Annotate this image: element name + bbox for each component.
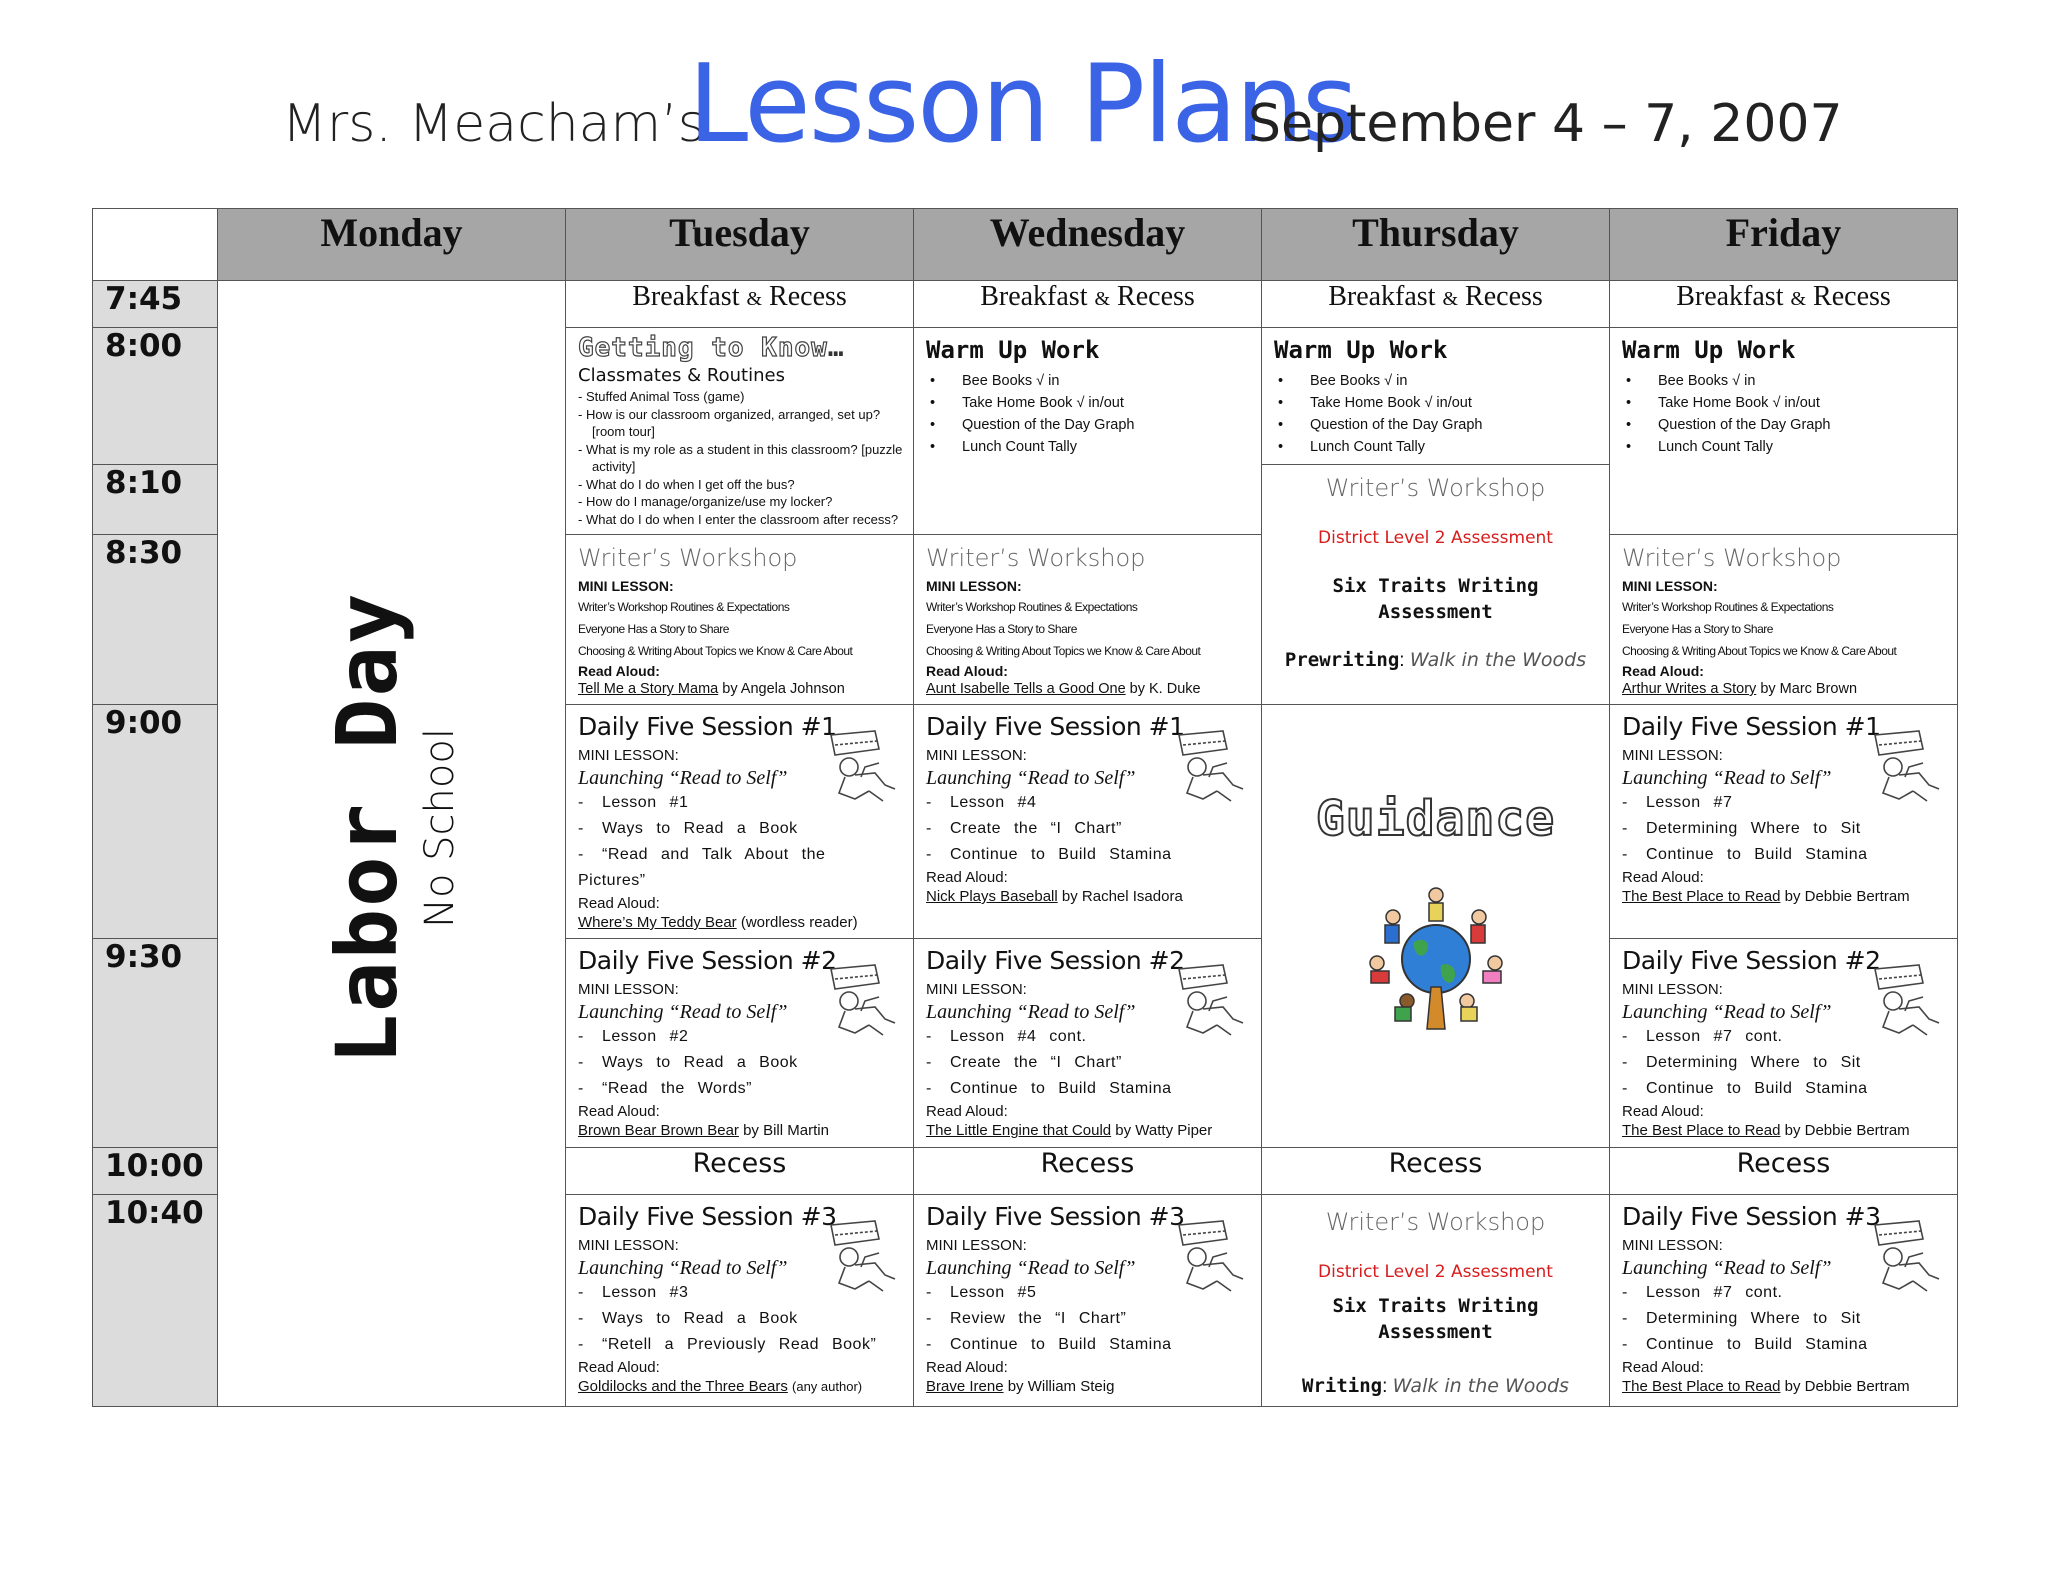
monday-labor-day	[218, 281, 566, 1407]
read-aloud-book: The Best Place to Read by Debbie Bertram	[1622, 1378, 1910, 1395]
read-aloud-book: The Little Engine that Could by Watty Piper	[926, 1122, 1213, 1139]
list-item: - Stuffed Animal Toss (game)	[578, 388, 905, 406]
mini-lesson-label: MINI LESSON:	[578, 1237, 679, 1254]
breakfast-recess-tue: Breakfast & Recess	[566, 281, 914, 328]
d5-title: Daily Five Session #1	[1622, 712, 1881, 741]
time-slot: 7:45	[93, 281, 218, 328]
list-item: • Bee Books √ in	[1278, 370, 1597, 392]
mini-lesson-label: MINI LESSON:	[578, 578, 674, 594]
mini-lesson-label: MINI LESSON:	[926, 1237, 1027, 1254]
list-item: - Ways to Read a Book	[578, 1050, 901, 1076]
d5-title: Daily Five Session #1	[578, 712, 837, 741]
read-aloud-book: Tell Me a Story Mama by Angela Johnson	[578, 681, 845, 697]
list-item: - Continue to Build Stamina	[926, 842, 1249, 868]
mini-lesson-label: MINI LESSON:	[578, 981, 679, 998]
labor-day-title: Labor Day	[317, 590, 416, 1065]
read-aloud-book: Arthur Writes a Story by Marc Brown	[1622, 681, 1858, 697]
daily-five-fri-s2	[1610, 939, 1958, 1148]
ww-title: Writer’s Workshop	[926, 544, 1146, 572]
daily-five-tue-s3	[566, 1195, 914, 1407]
list-item: - Lesson #7 cont.	[1622, 1024, 1945, 1050]
daily-five-wed-s1	[914, 705, 1262, 939]
day-header-monday: Monday	[218, 209, 566, 281]
reading-child-icon	[1869, 727, 1945, 807]
list-item: - “Read and Talk About the Pictures”	[578, 842, 901, 894]
recess-fri: Recess	[1610, 1148, 1958, 1195]
d5-launch: Launching “Read to Self”	[926, 1257, 1136, 1279]
writers-workshop-wed	[914, 535, 1262, 705]
mini-lesson-label: MINI LESSON:	[926, 578, 1022, 594]
page-title: Lesson Plans	[688, 42, 1357, 167]
d5-launch: Launching “Read to Self”	[1622, 767, 1832, 789]
list-item: - Ways to Read a Book	[578, 1306, 901, 1332]
mini-lesson-label: MINI LESSON:	[926, 747, 1027, 764]
ww-line: Choosing & Writing About Topics we Know & Care About	[926, 644, 1201, 658]
list-item: • Lunch Count Tally	[1626, 436, 1945, 458]
time-slot: 9:00	[93, 705, 218, 939]
list-item: - What do I do when I get off the bus?	[578, 476, 905, 494]
read-aloud-book: Where’s My Teddy Bear (wordless reader)	[578, 914, 858, 931]
no-school-label: No School	[416, 727, 463, 928]
list-item: - Lesson #7	[1622, 790, 1945, 816]
ww-title: Writer’s Workshop	[578, 544, 798, 572]
warm-up-title: Warm Up Work	[1622, 336, 1796, 364]
warm-up-title: Warm Up Work	[926, 336, 1100, 364]
list-item: - Create the “I Chart”	[926, 1050, 1249, 1076]
ww-line: Writer’s Workshop Routines & Expectations	[578, 600, 790, 614]
breakfast-recess-thu: Breakfast & Recess	[1262, 281, 1610, 328]
daily-five-tue-s2	[566, 939, 914, 1148]
list-item: • Lunch Count Tally	[1278, 436, 1597, 458]
lesson-plan-table	[92, 208, 1958, 1407]
list-item: - Lesson #7 cont.	[1622, 1280, 1945, 1306]
time-slot: 8:10	[93, 465, 218, 535]
reading-child-icon	[1173, 961, 1249, 1041]
d5-launch: Launching “Read to Self”	[578, 767, 788, 789]
recess-wed: Recess	[914, 1148, 1262, 1195]
d5-title: Daily Five Session #2	[578, 946, 837, 975]
warm-up-title: Warm Up Work	[1274, 336, 1448, 364]
list-item: • Question of the Day Graph	[1626, 414, 1945, 436]
district-assessment: District Level 2 Assessment	[1318, 1262, 1553, 1282]
read-aloud-label: Read Aloud:	[578, 1359, 660, 1376]
list-item: - Review the “I Chart”	[926, 1306, 1249, 1332]
list-item: - Continue to Build Stamina	[926, 1076, 1249, 1102]
read-aloud-label: Read Aloud:	[1622, 1359, 1704, 1376]
ww-line: Writer’s Workshop Routines & Expectations	[1622, 600, 1834, 614]
list-item: - Lesson #5	[926, 1280, 1249, 1306]
daily-five-fri-s3	[1610, 1195, 1958, 1407]
d5-launch: Launching “Read to Self”	[578, 1001, 788, 1023]
list-item: - Ways to Read a Book	[578, 816, 901, 842]
guidance-thu	[1262, 705, 1610, 1148]
list-item: - How is our classroom organized, arranged, set up? [room tour]	[578, 406, 905, 441]
list-item: • Take Home Book √ in/out	[1626, 392, 1945, 414]
recess-thu: Recess	[1262, 1148, 1610, 1195]
time-slot: 8:30	[93, 535, 218, 705]
list-item: - Create the “I Chart”	[926, 816, 1249, 842]
d5-title: Daily Five Session #1	[926, 712, 1185, 741]
d5-title: Daily Five Session #3	[926, 1202, 1185, 1231]
day-header-wednesday: Wednesday	[914, 209, 1262, 281]
writers-workshop-tue	[566, 535, 914, 705]
gtk-list	[578, 388, 905, 528]
read-aloud-book: Brave Irene by William Steig	[926, 1378, 1115, 1395]
read-aloud-book: Brown Bear Brown Bear by Bill Martin	[578, 1122, 829, 1139]
list-item: - Continue to Build Stamina	[1622, 842, 1945, 868]
list-item: - Determining Where to Sit	[1622, 816, 1945, 842]
date-range: September 4 – 7, 2007	[1248, 94, 1843, 154]
list-item: - Continue to Build Stamina	[1622, 1332, 1945, 1358]
writers-workshop-fri	[1610, 535, 1958, 705]
d5-title: Daily Five Session #2	[1622, 946, 1881, 975]
daily-five-tue-s1	[566, 705, 914, 939]
mini-lesson-label: MINI LESSON:	[1622, 578, 1718, 594]
list-item: - Lesson #2	[578, 1024, 901, 1050]
list-item: • Bee Books √ in	[1626, 370, 1945, 392]
read-aloud-label: Read Aloud:	[1622, 663, 1704, 679]
recess-tue: Recess	[566, 1148, 914, 1195]
mini-lesson-label: MINI LESSON:	[578, 747, 679, 764]
list-item: • Question of the Day Graph	[930, 414, 1249, 436]
reading-child-icon	[1173, 1217, 1249, 1297]
list-item: - Continue to Build Stamina	[926, 1332, 1249, 1358]
writing-line: Writing: Walk in the Woods	[1302, 1375, 1569, 1397]
read-aloud-label: Read Aloud:	[1622, 869, 1704, 886]
read-aloud-book: Nick Plays Baseball by Rachel Isadora	[926, 888, 1183, 905]
list-item: - How do I manage/organize/use my locker?	[578, 493, 905, 511]
getting-to-know-tue	[566, 328, 914, 535]
daily-five-wed-s2	[914, 939, 1262, 1148]
list-item: - Lesson #4	[926, 790, 1249, 816]
reading-child-icon	[1173, 727, 1249, 807]
list-item: • Take Home Book √ in/out	[930, 392, 1249, 414]
read-aloud-label: Read Aloud:	[926, 1103, 1008, 1120]
day-header-thursday: Thursday	[1262, 209, 1610, 281]
list-item: - “Read the Words”	[578, 1076, 901, 1102]
list-item: - Determining Where to Sit	[1622, 1050, 1945, 1076]
gtk-subtitle: Classmates & Routines	[578, 365, 785, 386]
list-item: - What is my role as a student in this classroom? [puzzle activity]	[578, 441, 905, 476]
breakfast-recess-fri: Breakfast & Recess	[1610, 281, 1958, 328]
ww-line: Choosing & Writing About Topics we Know & Care About	[1622, 644, 1897, 658]
d5-launch: Launching “Read to Self”	[578, 1257, 788, 1279]
mini-lesson-label: MINI LESSON:	[1622, 747, 1723, 764]
read-aloud-label: Read Aloud:	[926, 869, 1008, 886]
ww-title: Writer’s Workshop	[1325, 474, 1546, 502]
day-header-friday: Friday	[1610, 209, 1958, 281]
warm-up-thu	[1262, 328, 1610, 465]
ww-line: Everyone Has a Story to Share	[926, 622, 1077, 636]
d5-title: Daily Five Session #3	[1622, 1202, 1881, 1231]
ww-line: Everyone Has a Story to Share	[578, 622, 729, 636]
d5-launch: Launching “Read to Self”	[1622, 1257, 1832, 1279]
mini-lesson-label: MINI LESSON:	[926, 981, 1027, 998]
day-header-tuesday: Tuesday	[566, 209, 914, 281]
six-traits-label: Six Traits Writing Assessment	[1332, 1295, 1539, 1343]
list-item: - What do I do when I enter the classroom after recess?	[578, 511, 905, 529]
writers-workshop-thu-am	[1262, 465, 1610, 705]
globe-children-icon	[1361, 881, 1511, 1031]
warm-up-wed	[914, 328, 1262, 535]
mini-lesson-label: MINI LESSON:	[1622, 981, 1723, 998]
read-aloud-label: Read Aloud:	[926, 663, 1008, 679]
warm-up-list	[926, 370, 1249, 458]
daily-five-wed-s3	[914, 1195, 1262, 1407]
breakfast-recess-wed: Breakfast & Recess	[914, 281, 1262, 328]
list-item: - Lesson #3	[578, 1280, 901, 1306]
warm-up-list	[1274, 370, 1597, 458]
warm-up-fri	[1610, 328, 1958, 535]
reading-child-icon	[825, 961, 901, 1041]
mini-lesson-label: MINI LESSON:	[1622, 1237, 1723, 1254]
ww-line: Writer’s Workshop Routines & Expectations	[926, 600, 1138, 614]
read-aloud-label: Read Aloud:	[578, 663, 660, 679]
district-assessment: District Level 2 Assessment	[1318, 528, 1553, 548]
ww-line: Choosing & Writing About Topics we Know & Care About	[578, 644, 853, 658]
warm-up-list	[1622, 370, 1945, 458]
list-item: • Bee Books √ in	[930, 370, 1249, 392]
time-slot: 8:00	[93, 328, 218, 465]
list-item: - Lesson #4 cont.	[926, 1024, 1249, 1050]
time-slot: 9:30	[93, 939, 218, 1148]
daily-five-fri-s1	[1610, 705, 1958, 939]
d5-launch: Launching “Read to Self”	[926, 767, 1136, 789]
d5-launch: Launching “Read to Self”	[1622, 1001, 1832, 1023]
read-aloud-book: Goldilocks and the Three Bears (any author)	[578, 1378, 863, 1395]
read-aloud-label: Read Aloud:	[1622, 1103, 1704, 1120]
reading-child-icon	[1869, 1217, 1945, 1297]
read-aloud-book: The Best Place to Read by Debbie Bertram	[1622, 888, 1910, 905]
list-item: - “Retell a Previously Read Book”	[578, 1332, 901, 1358]
list-item: - Continue to Build Stamina	[1622, 1076, 1945, 1102]
teacher-name: Mrs. Meacham’s	[282, 94, 705, 154]
ww-line: Everyone Has a Story to Share	[1622, 622, 1773, 636]
read-aloud-label: Read Aloud:	[578, 1103, 660, 1120]
ww-title: Writer’s Workshop	[1622, 544, 1842, 572]
reading-child-icon	[825, 1217, 901, 1297]
list-item: - Lesson #1	[578, 790, 901, 816]
time-slot: 10:40	[93, 1195, 218, 1407]
list-item: - Determining Where to Sit	[1622, 1306, 1945, 1332]
writers-workshop-thu-pm	[1262, 1195, 1610, 1407]
list-item: • Question of the Day Graph	[1278, 414, 1597, 436]
getting-to-know-title: Getting to Know…	[578, 333, 845, 363]
read-aloud-label: Read Aloud:	[926, 1359, 1008, 1376]
d5-title: Daily Five Session #3	[578, 1202, 837, 1231]
time-slot: 10:00	[93, 1148, 218, 1195]
prewriting-line: Prewriting: Walk in the Woods	[1284, 649, 1587, 671]
read-aloud-label: Read Aloud:	[578, 895, 660, 912]
read-aloud-book: Aunt Isabelle Tells a Good One by K. Duke	[926, 681, 1201, 697]
d5-title: Daily Five Session #2	[926, 946, 1185, 975]
list-item: • Take Home Book √ in/out	[1278, 392, 1597, 414]
guidance-title: Guidance	[1315, 791, 1556, 847]
corner-empty	[93, 209, 218, 281]
six-traits-label: Six Traits Writing Assessment	[1332, 575, 1539, 623]
reading-child-icon	[825, 727, 901, 807]
read-aloud-book: The Best Place to Read by Debbie Bertram	[1622, 1122, 1910, 1139]
page-header	[0, 42, 2048, 172]
d5-launch: Launching “Read to Self”	[926, 1001, 1136, 1023]
ww-title: Writer’s Workshop	[1325, 1208, 1546, 1236]
reading-child-icon	[1869, 961, 1945, 1041]
list-item: • Lunch Count Tally	[930, 436, 1249, 458]
